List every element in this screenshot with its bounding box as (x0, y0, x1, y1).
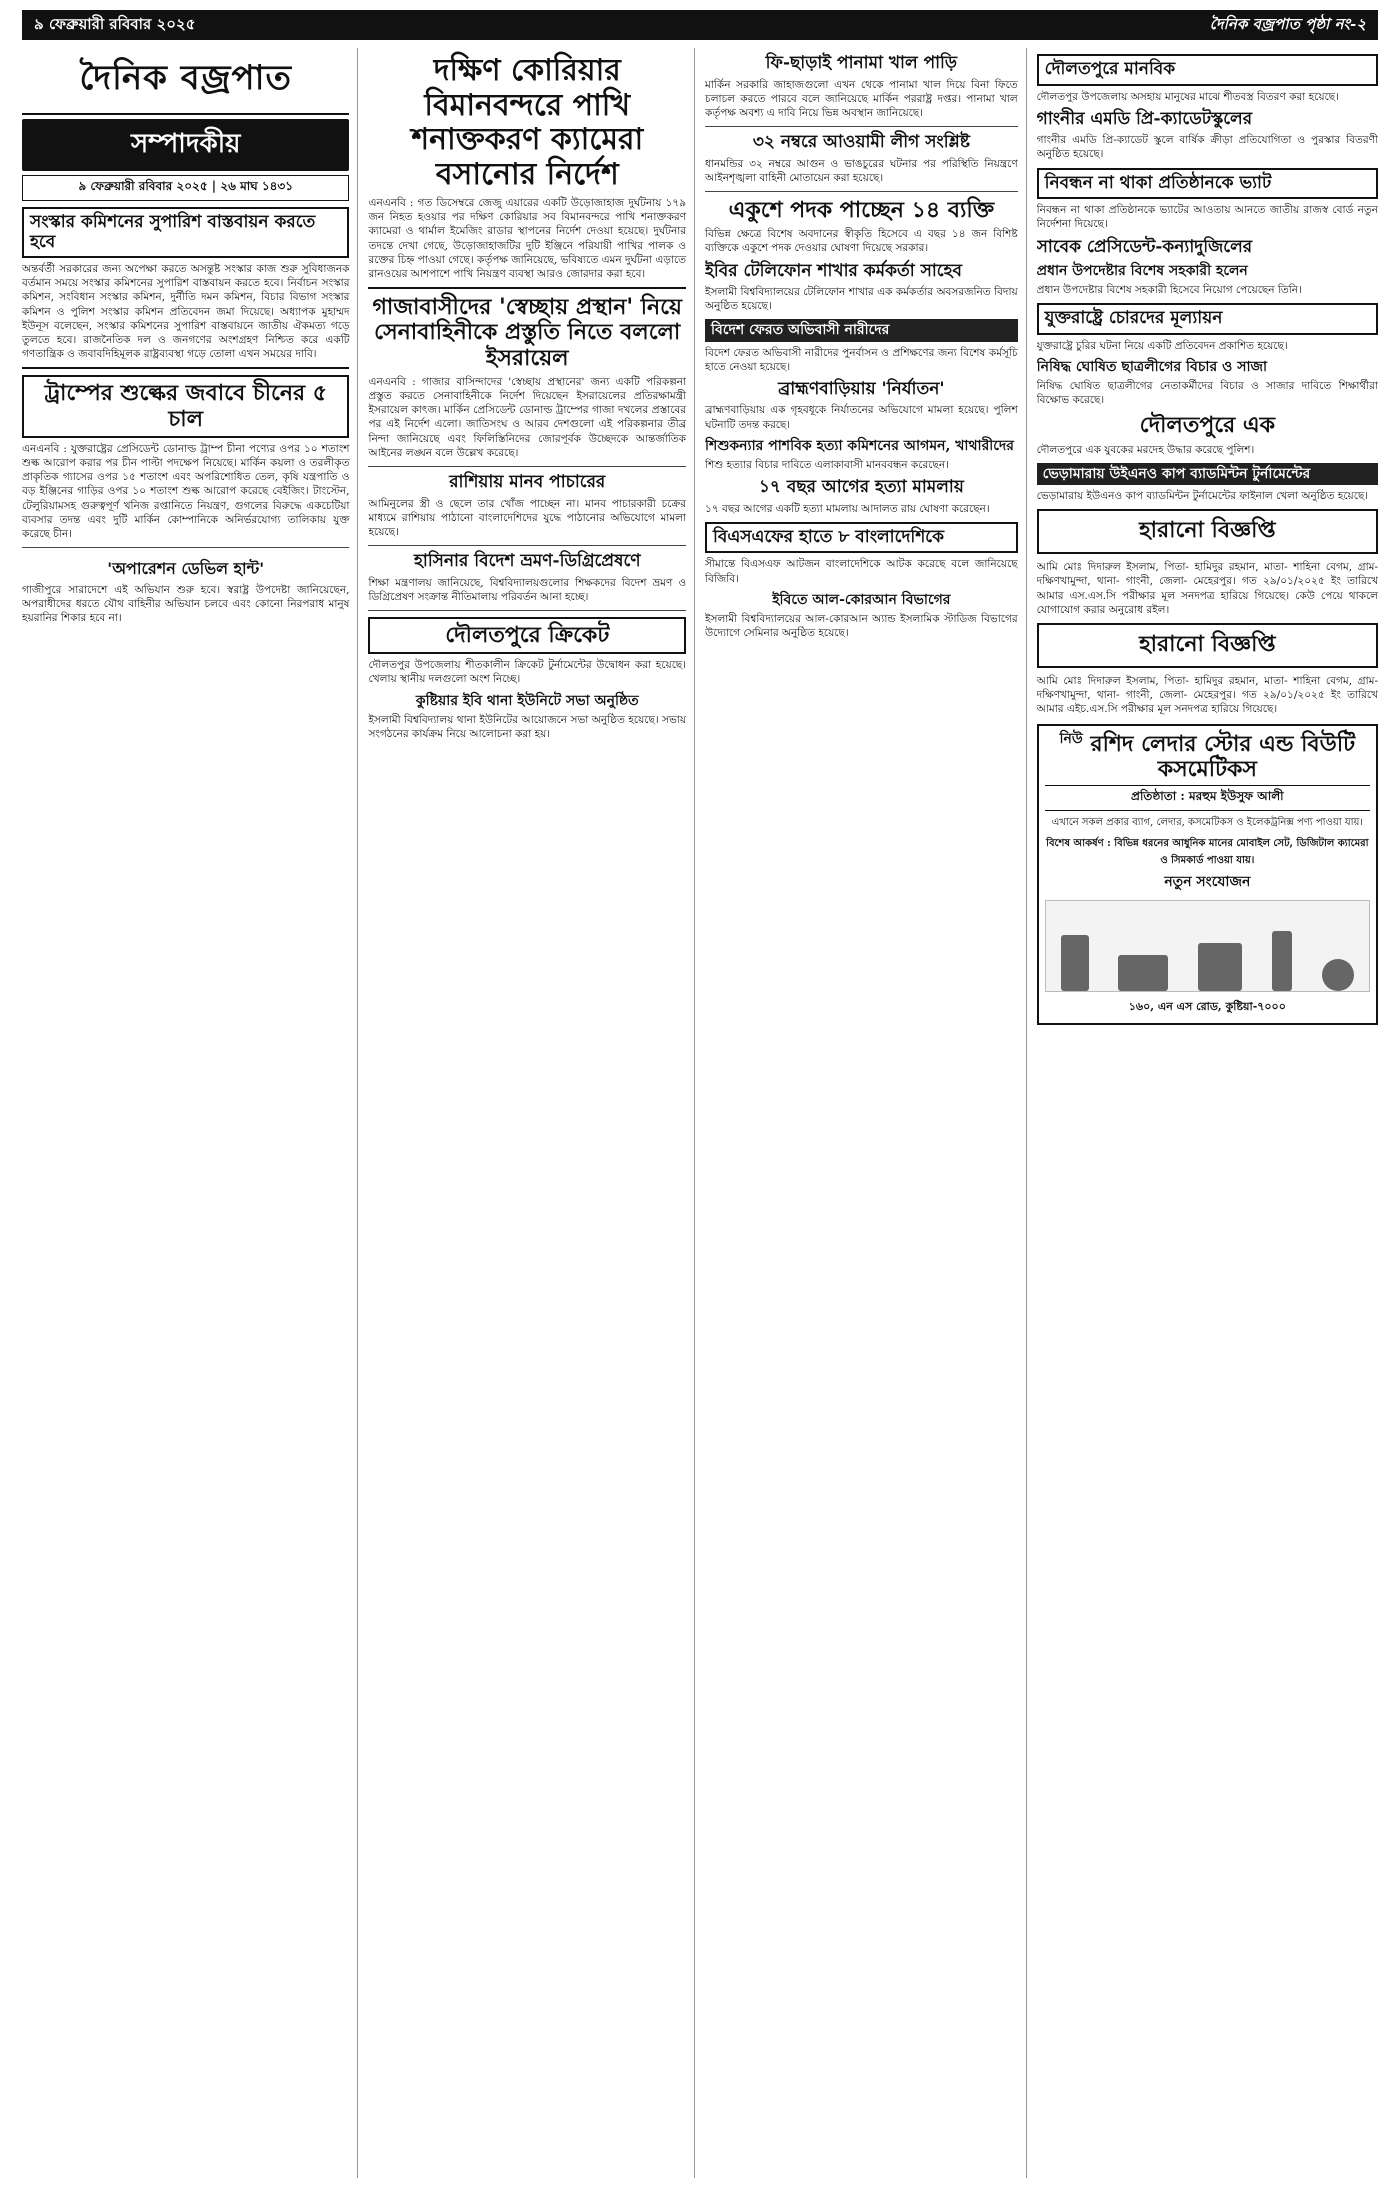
header-page-number: দৈনিক বজ্রপাত পৃষ্ঠা নং-২ (1209, 14, 1366, 33)
ekushey-headline: একুশে পদক পাচ্ছেন ১৪ ব্যক্তি (728, 196, 995, 223)
columns (22, 48, 1378, 2178)
brahman-body: ব্রাহ্মণবাড়িয়ায় এক গৃহবধূকে নির্যাতনের অভিযোগে মামলা হয়েছে। পুলিশ ঘটনাটি তদন্ত করছে। (705, 404, 1018, 431)
panama-headline: ফি-ছাড়াই পানামা খাল পাড়ি (765, 53, 958, 73)
advertisement (1037, 724, 1378, 1024)
column-2 (368, 48, 695, 2178)
ad-special: বিশেষ আকর্ষণ : বিভিন্ন ধরনের আধুনিক মানের মোবাইল সেট, ডিজিটাল ক্যামেরা ও সিমকার্ড পাওয়া যায়। (1046, 837, 1369, 866)
usa-headline: যুক্তরাষ্ট্রে চোরদের মূল্যায়ন (1037, 303, 1378, 335)
gangni-headline: গাংনীর এমডি প্রি-ক্যাডেটস্কুলের (1036, 108, 1253, 129)
trump-china-headline: ট্রাম্পের শুল্কের জবাবে চীনের ৫ চাল (22, 375, 349, 438)
chhatraleague-headline: নিষিদ্ধ ঘোষিত ছাত্রলীগের বিচার ও সাজা (1036, 359, 1268, 376)
masthead: দৈনিক বজ্রপাত (22, 48, 349, 115)
awami-body: ধানমন্ডির ৩২ নম্বরে আগুন ও ভাঙচুরের ঘটনার পর পরিস্থিতি নিয়ন্ত্রণে আইনশৃঙ্খলা বাহিনী মোতায়েন করা হয়েছে। (705, 157, 1018, 184)
lost-notice-2-body: আমি মোঃ দিদারুল ইসলাম, পিতা- হামিদুর রহমান, মাতা- শাহিনা বেগম, গ্রাম- দক্ষিণখামুন্দা, থানা- গাংনী, জেলা- মেহেরপুর। গত ২৯/০১/২০২৫ ইং তারিখে আমার এইচ.এস.সি পরীক্ষার মূল সনদপত্র হারিয়ে গিয়েছে। (1036, 674, 1378, 716)
ad-new-arrival: নতুন সংযোজন (1164, 873, 1251, 890)
shishu-headline: শিশুকন্যার পাশবিক হত্যা কমিশনের আগমন, খাথারীদের (705, 437, 1014, 454)
product-bag-icon (1198, 943, 1242, 991)
daulatpur2-body: দৌলতপুরে এক যুবকের মরদেহ উদ্ধার করেছে পুলিশ। (1036, 443, 1255, 456)
bidesh-headline: বিদেশ ফেরত অভিবাসী নারীদের (705, 319, 1018, 341)
product-mobile-icon (1061, 935, 1089, 991)
operation-headline: 'অপারেশন ডেভিল হান্ট' (107, 559, 265, 579)
president-headline: সাবেক প্রেসিডেন্ট-কন্যাদুজিলের (1036, 236, 1253, 257)
product-watch-icon (1322, 959, 1354, 991)
president-subheadline: প্রধান উপদেষ্টার বিশেষ সহকারী হলেন (1036, 263, 1248, 280)
bidesh-body: বিদেশ ফেরত অভিবাসী নারীদের পুনর্বাসন ও প্রশিক্ষণের জন্য বিশেষ কর্মসূচি হাতে নেওয়া হয়েছে। (705, 346, 1018, 373)
divider (368, 287, 686, 289)
lost-notice-2-title: হারানো বিজ্ঞপ্তি (1037, 623, 1378, 668)
lost-notice-1-body: আমি মোঃ দিদারুল ইসলাম, পিতা- হামিদুর রহমান, মাতা- শাহিনা বেগম, গ্রাম- দক্ষিণখামুন্দা, থানা- গাংনী, জেলা- মেহেরপুর। গত ২৯/০১/২০২৫ ইং তারিখে আমার এস.এস.সি পরীক্ষার মূল সনদপত্র হারিয়ে গিয়েছে। কেউ পেয়ে থাকলে যোগাযোগ করার অনুরোধ রইল। (1036, 561, 1378, 616)
president-body: প্রধান উপদেষ্টার বিশেষ সহকারী হিসেবে নিয়োগ পেয়েছেন তিনি। (1036, 284, 1302, 297)
chhatraleague-body: নিষিদ্ধ ঘোষিত ছাত্রলীগের নেতাকর্মীদের বিচার ও সাজার দাবিতে শিক্ষার্থীরা বিক্ষোভ করেছে। (1036, 380, 1378, 407)
cricket-headline: দৌলতপুরে ক্রিকেট (368, 617, 686, 654)
ad-address: ১৬০, এন এস রোড, কুষ্টিয়া-৭০০০ (1128, 999, 1286, 1013)
vat-headline: নিবন্ধন না থাকা প্রতিষ্ঠানকে ভ্যাট (1037, 168, 1378, 200)
badminton-headline: ভেড়ামারায় উইএনও কাপ ব্যাডমিন্টন টুর্নামেন্টের (1037, 463, 1378, 485)
divider (368, 466, 686, 467)
product-camera-icon (1118, 955, 1168, 991)
operation-body: গাজীপুরে সারাদেশে এই অভিযান শুরু হবে। স্বরাষ্ট্র উপদেষ্টা জানিয়েছেন, অপরাধীদের ধরতে যৌথ বাহিনীর অভিযান চলবে এবং কোনো নিরপরাধ মানুষ হয়রানির শিকার হবে না। (22, 584, 350, 625)
russia-headline: রাশিয়ায় মানব পাচারের (449, 471, 606, 492)
trump-china-body: এনএনবি : যুক্তরাষ্ট্রের প্রেসিডেন্ট ডোনাল্ড ট্রাম্প চীনা পণ্যের ওপর ১০ শতাংশ শুল্ক আরোপ করার পর চীন পাল্টা পদক্ষেপ নিয়েছে। মার্কিন কয়লা ও তরলীকৃত প্রাকৃতিক গ্যাসের ওপর ১৫ শতাংশ এবং অপরিশোধিত তেল, কৃষি যন্ত্রপাতি ও বড় ইঞ্জিনের গাড়ির ওপর ১০ শতাংশ শুল্ক আরোপ করেছে বেইজিং। টাংস্টেন, টেলুরিয়ামসহ গুরুত্বপূর্ণ খনিজ রপ্তানিতে নিয়ন্ত্রণ, গুগলের বিরুদ্ধে একচেটিয়া ব্যবসার তদন্ত এবং দুটি মার্কিন কোম্পানিকে অনির্ভরযোগ্য তালিকায় যুক্ত করেছে চীন। (22, 442, 350, 540)
page-header-bar (22, 10, 1378, 40)
bsf-body: সীমান্তে বিএসএফ আটজন বাংলাদেশিকে আটক করেছে বলে জানিয়েছে বিজিবি। (705, 558, 1018, 585)
divider (368, 610, 686, 611)
divider (368, 545, 686, 546)
panama-body: মার্কিন সরকারি জাহাজগুলো এখন থেকে পানামা খাল দিয়ে বিনা ফিতে চলাচল করতে পারবে বলে জানিয়েছে মার্কিন পররাষ্ট্র দপ্তর। পানামা খাল কর্তৃপক্ষ অবশ্য এ দাবি নিয়ে ভিন্ন অবস্থান জানিয়েছে। (705, 78, 1018, 119)
bsf-headline: বিএসএফের হাতে ৮ বাংলাদেশিকে (705, 522, 1018, 554)
ad-business-name: রশিদ লেদার স্টোর এন্ড বিউটি কসমেটিকস (1090, 731, 1356, 782)
divider (22, 367, 349, 369)
ib-quran-body: ইসলামী বিশ্ববিদ্যালয়ের আল-কোরআন অ্যান্ড ইসলামিক স্টাডিজ বিভাগের উদ্যোগে সেমিনার অনুষ্ঠিত হয়েছে। (705, 612, 1018, 639)
daulatpur-body: দৌলতপুর উপজেলায় অসহায় মানুষের মাঝে শীতবস্ত্র বিতরণ করা হয়েছে। (1036, 90, 1339, 103)
vat-body: নিবন্ধন না থাকা প্রতিষ্ঠানকে ভ্যাটের আওতায় আনতে জাতীয় রাজস্ব বোর্ড নতুন নির্দেশনা দিয়েছে। (1036, 204, 1378, 231)
editorial-label: সম্পাদকীয় (22, 119, 349, 171)
hasina-headline: হাসিনার বিদেশ ভ্রমণ-ডিগ্রিপ্রেষণে (413, 551, 641, 572)
header-date: ৯ ফেব্রুয়ারী রবিবার ২০২৫ (34, 14, 196, 33)
gaza-headline: গাজাবাসীদের 'স্বেচ্ছায় প্রস্থান' নিয়ে সেনাবাহিনীকে প্রস্তুতি নিতে বললো ইসরায়েল (372, 294, 682, 371)
ad-title (1045, 732, 1370, 780)
kushtia-headline: কুষ্টিয়ার ইবি থানা ইউনিটে সভা অনুষ্ঠিত (415, 692, 639, 709)
seventeen-body: ১৭ বছর আগের একটি হত্যা মামলায় আদালত রায় ঘোষণা করেছেন। (705, 502, 990, 515)
product-cosmetics-icon (1272, 931, 1292, 991)
russia-body: আমিনুলের স্ত্রী ও ছেলে তার খোঁজ পাচ্ছেন না। মানব পাচারকারী চক্রের মাধ্যমে রাশিয়ায় পাঠানো বাংলাদেশিদের যুদ্ধে পাঠানোর অভিযোগে মামলা হয়েছে। (368, 497, 687, 538)
ad-label: নিউ (1059, 731, 1083, 748)
column-4 (1037, 48, 1378, 2178)
gangni-body: গাংনীর এমডি প্রি-ক্যাডেট স্কুলে বার্ষিক ক্রীড়া প্রতিযোগিতা ও পুরস্কার বিতরণী অনুষ্ঠিত হয়েছে। (1036, 134, 1378, 161)
shishu-body: শিশু হত্যার বিচার দাবিতে এলাকাবাসী মানববন্ধন করেছেন। (705, 458, 949, 471)
ib-quran-headline: ইবিতে আল-কোরআন বিভাগের (772, 591, 951, 608)
divider (705, 191, 1018, 192)
ad-description: এখানে সকল প্রকার ব্যাগ, লেদার, কসমেটিকস ও ইলেকট্রনিক্স পণ্য পাওয়া যায়। (1051, 816, 1363, 828)
lost-notice-1-title: হারানো বিজ্ঞপ্তি (1037, 509, 1378, 554)
ad-product-images (1045, 900, 1370, 992)
kushtia-body: ইসলামী বিশ্ববিদ্যালয় থানা ইউনিটের আয়োজনে সভা অনুষ্ঠিত হয়েছে। সভায় সংগঠনের কার্যক্রম নিয়ে আলোচনা করা হয়। (368, 713, 687, 740)
ibtel-headline: ইবির টেলিফোন শাখার কর্মকর্তা সাহেব (705, 260, 962, 281)
awami-headline: ৩২ নম্বরে আওয়ামী লীগ সংশ্লিষ্ট (752, 132, 970, 153)
gaza-body: এনএনবি : গাজার বাসিন্দাদের 'স্বেচ্ছায় প্রস্থানের' জন্য একটি পরিকল্পনা প্রস্তুত করতে সেনাবাহিনীকে নির্দেশ দিয়েছেন ইসরায়েলের প্রতিরক্ষামন্ত্রী ইসরায়েল কাৎজ। মার্কিন প্রেসিডেন্ট ডোনাল্ড ট্রাম্পের গাজা দখলের প্রস্তাবের পর এই নির্দেশ এলো। জাতিসংঘ ও আরব দেশগুলো এই পরিকল্পনার তীব্র নিন্দা জানিয়েছে এবং ফিলিস্তিনিদের জোরপূর্বক উচ্ছেদকে আন্তর্জাতিক আইনের লঙ্ঘন বলে উল্লেখ করেছে। (368, 375, 687, 459)
divider (705, 126, 1018, 127)
divider (22, 547, 349, 548)
south-korea-headline: দক্ষিণ কোরিয়ার বিমানবন্দরে পাখি শনাক্তকরণ ক্যামেরা বসানোর নির্দেশ (411, 53, 644, 192)
column-3 (705, 48, 1027, 2178)
hasina-body: শিক্ষা মন্ত্রণালয় জানিয়েছে, বিশ্ববিদ্যালয়গুলোর শিক্ষকদের বিদেশ ভ্রমণ ও ডিগ্রিপ্রেষণ সংক্রান্ত নীতিমালায় পরিবর্তন আনা হচ্ছে। (368, 576, 687, 603)
ad-founder: প্রতিষ্ঠাতা : মরহুম ইউসুফ আলী (1045, 785, 1370, 811)
column-1 (22, 48, 358, 2178)
badminton-body: ভেড়ামারায় ইউএনও কাপ ব্যাডমিন্টন টুর্নামেন্টের ফাইনাল খেলা অনুষ্ঠিত হয়েছে। (1036, 490, 1369, 503)
usa-body: যুক্তরাষ্ট্রে চুরির ঘটনা নিয়ে একটি প্রতিবেদন প্রকাশিত হয়েছে। (1036, 339, 1288, 352)
seventeen-headline: ১৭ বছর আগের হত্যা মামলায় (758, 477, 964, 498)
ibtel-body: ইসলামী বিশ্ববিদ্যালয়ের টেলিফোন শাখার এক কর্মকর্তার অবসরজনিত বিদায় অনুষ্ঠিত হয়েছে। (705, 286, 1018, 313)
ekushey-body: বিভিন্ন ক্ষেত্রে বিশেষ অবদানের স্বীকৃতি হিসেবে এ বছর ১৪ জন বিশিষ্ট ব্যক্তিকে একুশে পদক দেওয়ার ঘোষণা দিয়েছে সরকার। (705, 228, 1018, 255)
editorial-body: অন্তর্বর্তী সরকারের জন্য অপেক্ষা করতে অসন্তুষ্ট সংস্কার কাজ শুরু সুবিধাজনক বর্তমান সময়ে সংস্কার কমিশনের সুপারিশ বাস্তবায়ন করতে হবে। নির্বাচন সংস্কার কমিশন, সংবিধান সংস্কার কমিশন, দুর্নীতি দমন কমিশন, বিচার বিভাগ সংস্কার কমিশন ও পুলিশ সংস্কার কমিশন প্রতিবেদন জমা দিয়েছে। অধ্যাপক মুহাম্মদ ইউনূস বলেছেন, সংস্কার কমিশনের সুপারিশ বাস্তবায়নে জাতীয় ঐকমত্য গড়ে তুলতে হবে। রাজনৈতিক দল ও জনগণের অংশগ্রহণ নিশ্চিত করে একটি গণতান্ত্রিক ও জবাবদিহিমূলক রাষ্ট্রব্যবস্থা গড়ে তোলা এখন সময়ের দাবি। (22, 263, 350, 361)
editorial-date: ৯ ফেব্রুয়ারী রবিবার ২০২৫ | ২৬ মাঘ ১৪৩১ (22, 175, 349, 201)
editorial-headline: সংস্কার কমিশনের সুপারিশ বাস্তবায়ন করতে হবে (22, 207, 349, 258)
cricket-body: দৌলতপুর উপজেলায় শীতকালীন ক্রিকেট টুর্নামেন্টের উদ্বোধন করা হয়েছে। খেলায় স্থানীয় দলগুলো অংশ নিচ্ছে। (368, 659, 687, 686)
daulatpur-headline: দৌলতপুরে মানবিক (1037, 54, 1378, 86)
brahman-headline: ব্রাহ্মণবাড়িয়ায় 'নির্যাতন' (778, 378, 945, 399)
south-korea-body: এনএনবি : গত ডিসেম্বরে জেজু এয়ারের একটি উড়োজাহাজ দুর্ঘটনায় ১৭৯ জন নিহত হওয়ার পর দক্ষিণ কোরিয়ার সব বিমানবন্দরে পাখি শনাক্তকরণ ক্যামেরা ও থার্মাল ইমেজিং রাডার স্থাপনের নির্দেশ দেওয়া হয়েছে। দুর্ঘটনার তদন্তে দেখা গেছে, উড়োজাহাজটির দুটি ইঞ্জিনে পরিযায়ী পাখির পালক ও রক্তের চিহ্ন পাওয়া গেছে। কর্তৃপক্ষ জানিয়েছে, ভবিষ্যতে এমন দুর্ঘটনা এড়াতে রানওয়ের আশপাশে পাখি নিয়ন্ত্রণ ব্যবস্থা আরও জোরদার করা হবে। (368, 197, 687, 280)
daulatpur2-headline: দৌলতপুরে এক (1139, 412, 1275, 439)
